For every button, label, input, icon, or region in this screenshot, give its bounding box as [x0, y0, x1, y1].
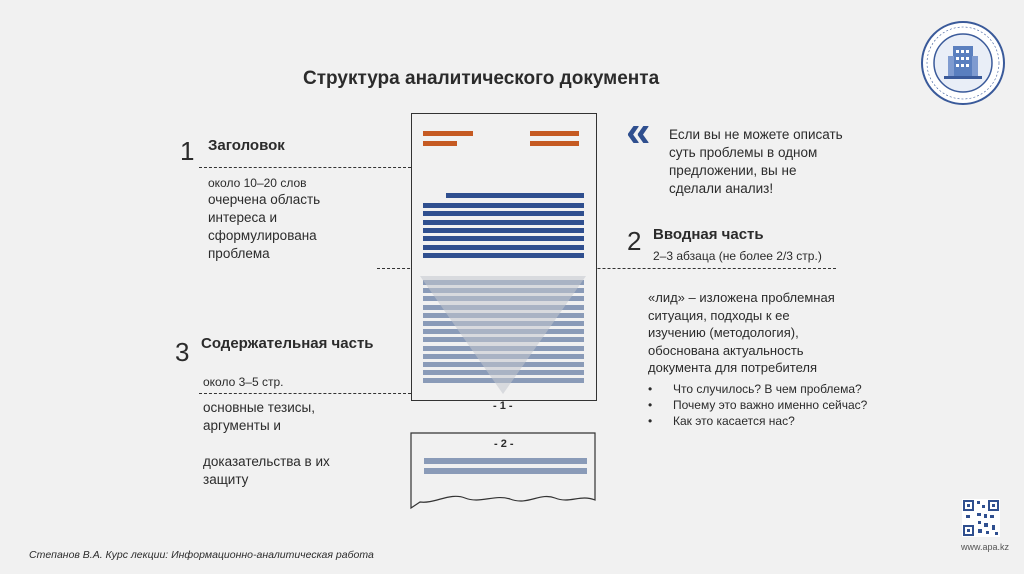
- list-item: • Что случилось? В чем проблема?: [648, 382, 862, 396]
- page-1-label: - 1 -: [493, 400, 513, 412]
- footer-url: www.apa.kz: [961, 542, 1010, 552]
- text-bar: [446, 193, 584, 198]
- divider: [199, 167, 411, 168]
- section1-note: около 10–20 слов: [208, 176, 307, 190]
- page-2-label: - 2 -: [494, 438, 514, 450]
- section3-number: 3: [175, 337, 190, 367]
- academy-seal-icon: [920, 20, 1006, 106]
- section2-bullets: [648, 381, 867, 429]
- section2-heading: Вводная часть: [653, 226, 764, 243]
- text-bar: [424, 468, 587, 474]
- qr-code-icon: [962, 499, 1000, 537]
- title-bar: [423, 131, 473, 136]
- text-bar: [423, 203, 584, 208]
- text-bar: [423, 245, 584, 250]
- quote-mark-icon: «: [626, 107, 651, 156]
- funnel-shape: [420, 276, 586, 394]
- section1-text: очерчена область интереса и сформулирована проблема: [208, 192, 321, 261]
- list-item: • Как это касается нас?: [648, 414, 795, 428]
- list-item: • Почему это важно именно сейчас?: [648, 398, 868, 412]
- section1-heading: Заголовок: [208, 137, 285, 154]
- section3-note: около 3–5 стр.: [203, 375, 284, 389]
- section2-text: «лид» – изложена проблемная ситуация, подходы к ее изучению (методология), обоснована актуальность документа для потребителя: [648, 290, 835, 375]
- section3-text: основные тезисы, аргументы и доказательства в их защиту: [203, 400, 330, 487]
- section2-note: 2–3 абзаца (не более 2/3 стр.): [653, 249, 822, 263]
- text-bar: [424, 458, 587, 464]
- divider: [199, 393, 411, 394]
- section3-heading: Содержательная часть: [201, 335, 374, 352]
- title-bar: [530, 131, 579, 136]
- title-bar: [423, 141, 457, 146]
- text-bar: [423, 236, 584, 241]
- page-title: Структура аналитического документа: [303, 68, 660, 89]
- title-bar: [530, 141, 579, 146]
- text-bar: [423, 220, 584, 225]
- section1-number: 1: [180, 136, 195, 166]
- text-bar: [423, 211, 584, 216]
- section2-number: 2: [627, 226, 642, 256]
- footer-author: Степанов В.А. Курс лекции: Информационно-аналитическая работа: [29, 549, 374, 561]
- quote-text: Если вы не можете описать суть проблемы в одном предложении, вы не сделали анализ!: [669, 127, 843, 196]
- text-bar: [423, 228, 584, 233]
- text-bar: [423, 253, 584, 258]
